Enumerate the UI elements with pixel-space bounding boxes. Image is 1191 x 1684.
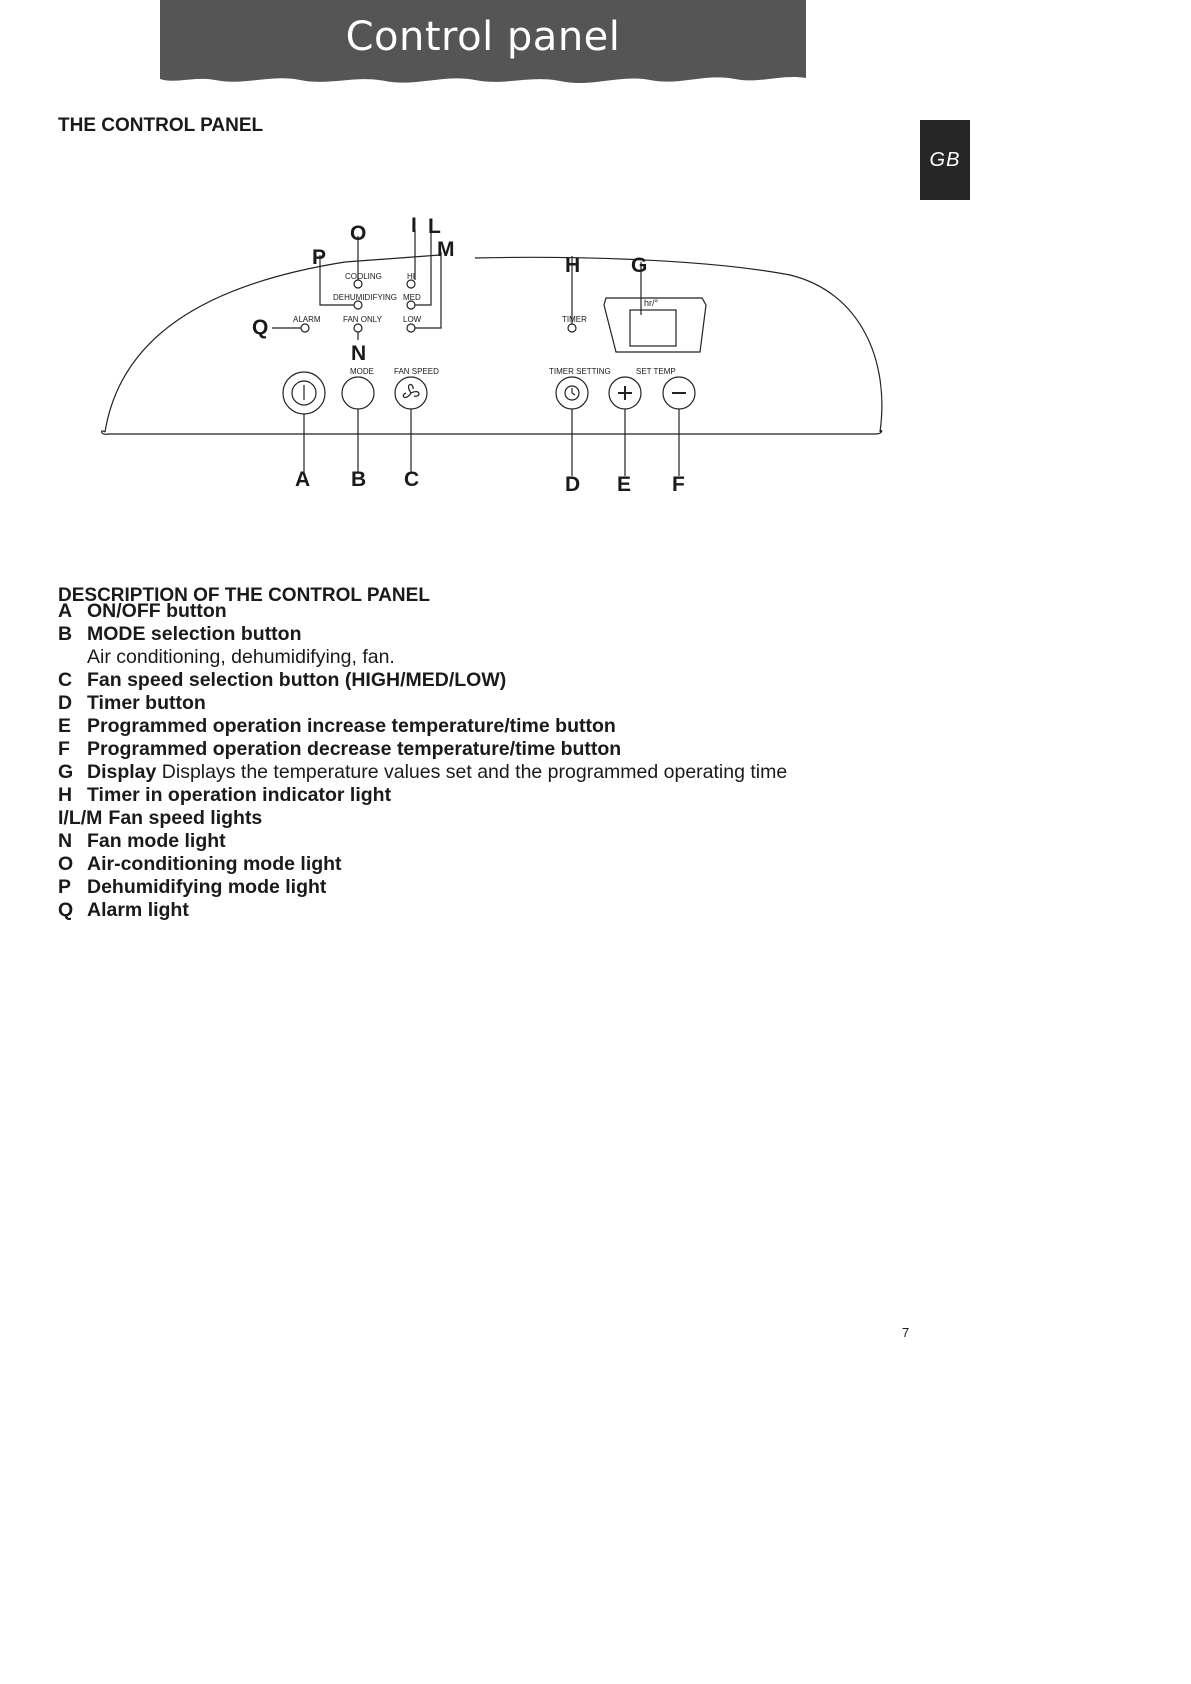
callout-Q: Q <box>252 316 269 339</box>
list-item: I/L/M Fan speed lights <box>58 807 263 829</box>
list-item: C Fan speed selection button (HIGH/MED/LOW) <box>58 669 507 691</box>
list-item-note: Air conditioning, dehumidifying, fan. <box>87 646 395 668</box>
language-tab: GB <box>920 120 970 200</box>
dehumidifying-text: DEHUMIDIFYING <box>333 293 397 302</box>
callout-O: O <box>350 222 367 245</box>
control-panel-drawing <box>0 200 1000 520</box>
page-number: 7 <box>902 1325 910 1340</box>
section-heading-control-panel: THE CONTROL PANEL <box>58 115 264 136</box>
callout-N: N <box>351 342 367 365</box>
section-heading-description: DESCRIPTION OF THE CONTROL PANEL <box>58 585 430 606</box>
timer-setting-text: TIMER SETTING <box>549 367 611 376</box>
callout-B: B <box>351 468 367 491</box>
page-title: Control panel <box>345 14 621 60</box>
hi-text: HI <box>407 272 415 281</box>
list-item: E Programmed operation increase temperature/time button <box>58 715 616 737</box>
list-item: P Dehumidifying mode light <box>58 876 327 898</box>
list-item: A ON/OFF button <box>58 600 227 622</box>
list-item: F Programmed operation decrease temperature/time button <box>58 738 622 760</box>
list-item: G Display Displays the temperature values set and the programmed operating time <box>58 761 788 783</box>
list-item: O Air-conditioning mode light <box>58 853 342 875</box>
alarm-text: ALARM <box>293 315 321 324</box>
callout-I: I <box>411 214 417 237</box>
low-text: LOW <box>403 315 422 324</box>
mode-text: MODE <box>350 367 374 376</box>
set-temp-text: SET TEMP <box>636 367 676 376</box>
callout-L: L <box>428 215 441 238</box>
description-list <box>58 600 958 922</box>
callout-F: F <box>672 473 685 496</box>
fan-speed-text: FAN SPEED <box>394 367 439 376</box>
fan-only-text: FAN ONLY <box>343 315 382 324</box>
callout-E: E <box>617 473 632 496</box>
list-item: H Timer in operation indicator light <box>58 784 392 806</box>
callout-D: D <box>565 473 581 496</box>
callout-P: P <box>312 246 327 269</box>
callout-A: A <box>295 468 311 491</box>
header-banner <box>160 0 806 90</box>
cooling-text: COOLING <box>345 272 382 281</box>
callout-H: H <box>565 254 581 277</box>
list-item: N Fan mode light <box>58 830 226 852</box>
callout-M: M <box>437 238 455 261</box>
display-unit-text: hr/° <box>644 298 659 308</box>
timer-text: TIMER <box>562 315 587 324</box>
list-item: B MODE selection button <box>58 623 302 645</box>
list-item: D Timer button <box>58 692 206 714</box>
mode-button-shape <box>342 377 374 409</box>
control-panel-diagram <box>0 200 1000 520</box>
med-text: MED <box>403 293 421 302</box>
callout-C: C <box>404 468 420 491</box>
list-item: Q Alarm light <box>58 899 189 921</box>
callout-G: G <box>631 254 648 277</box>
